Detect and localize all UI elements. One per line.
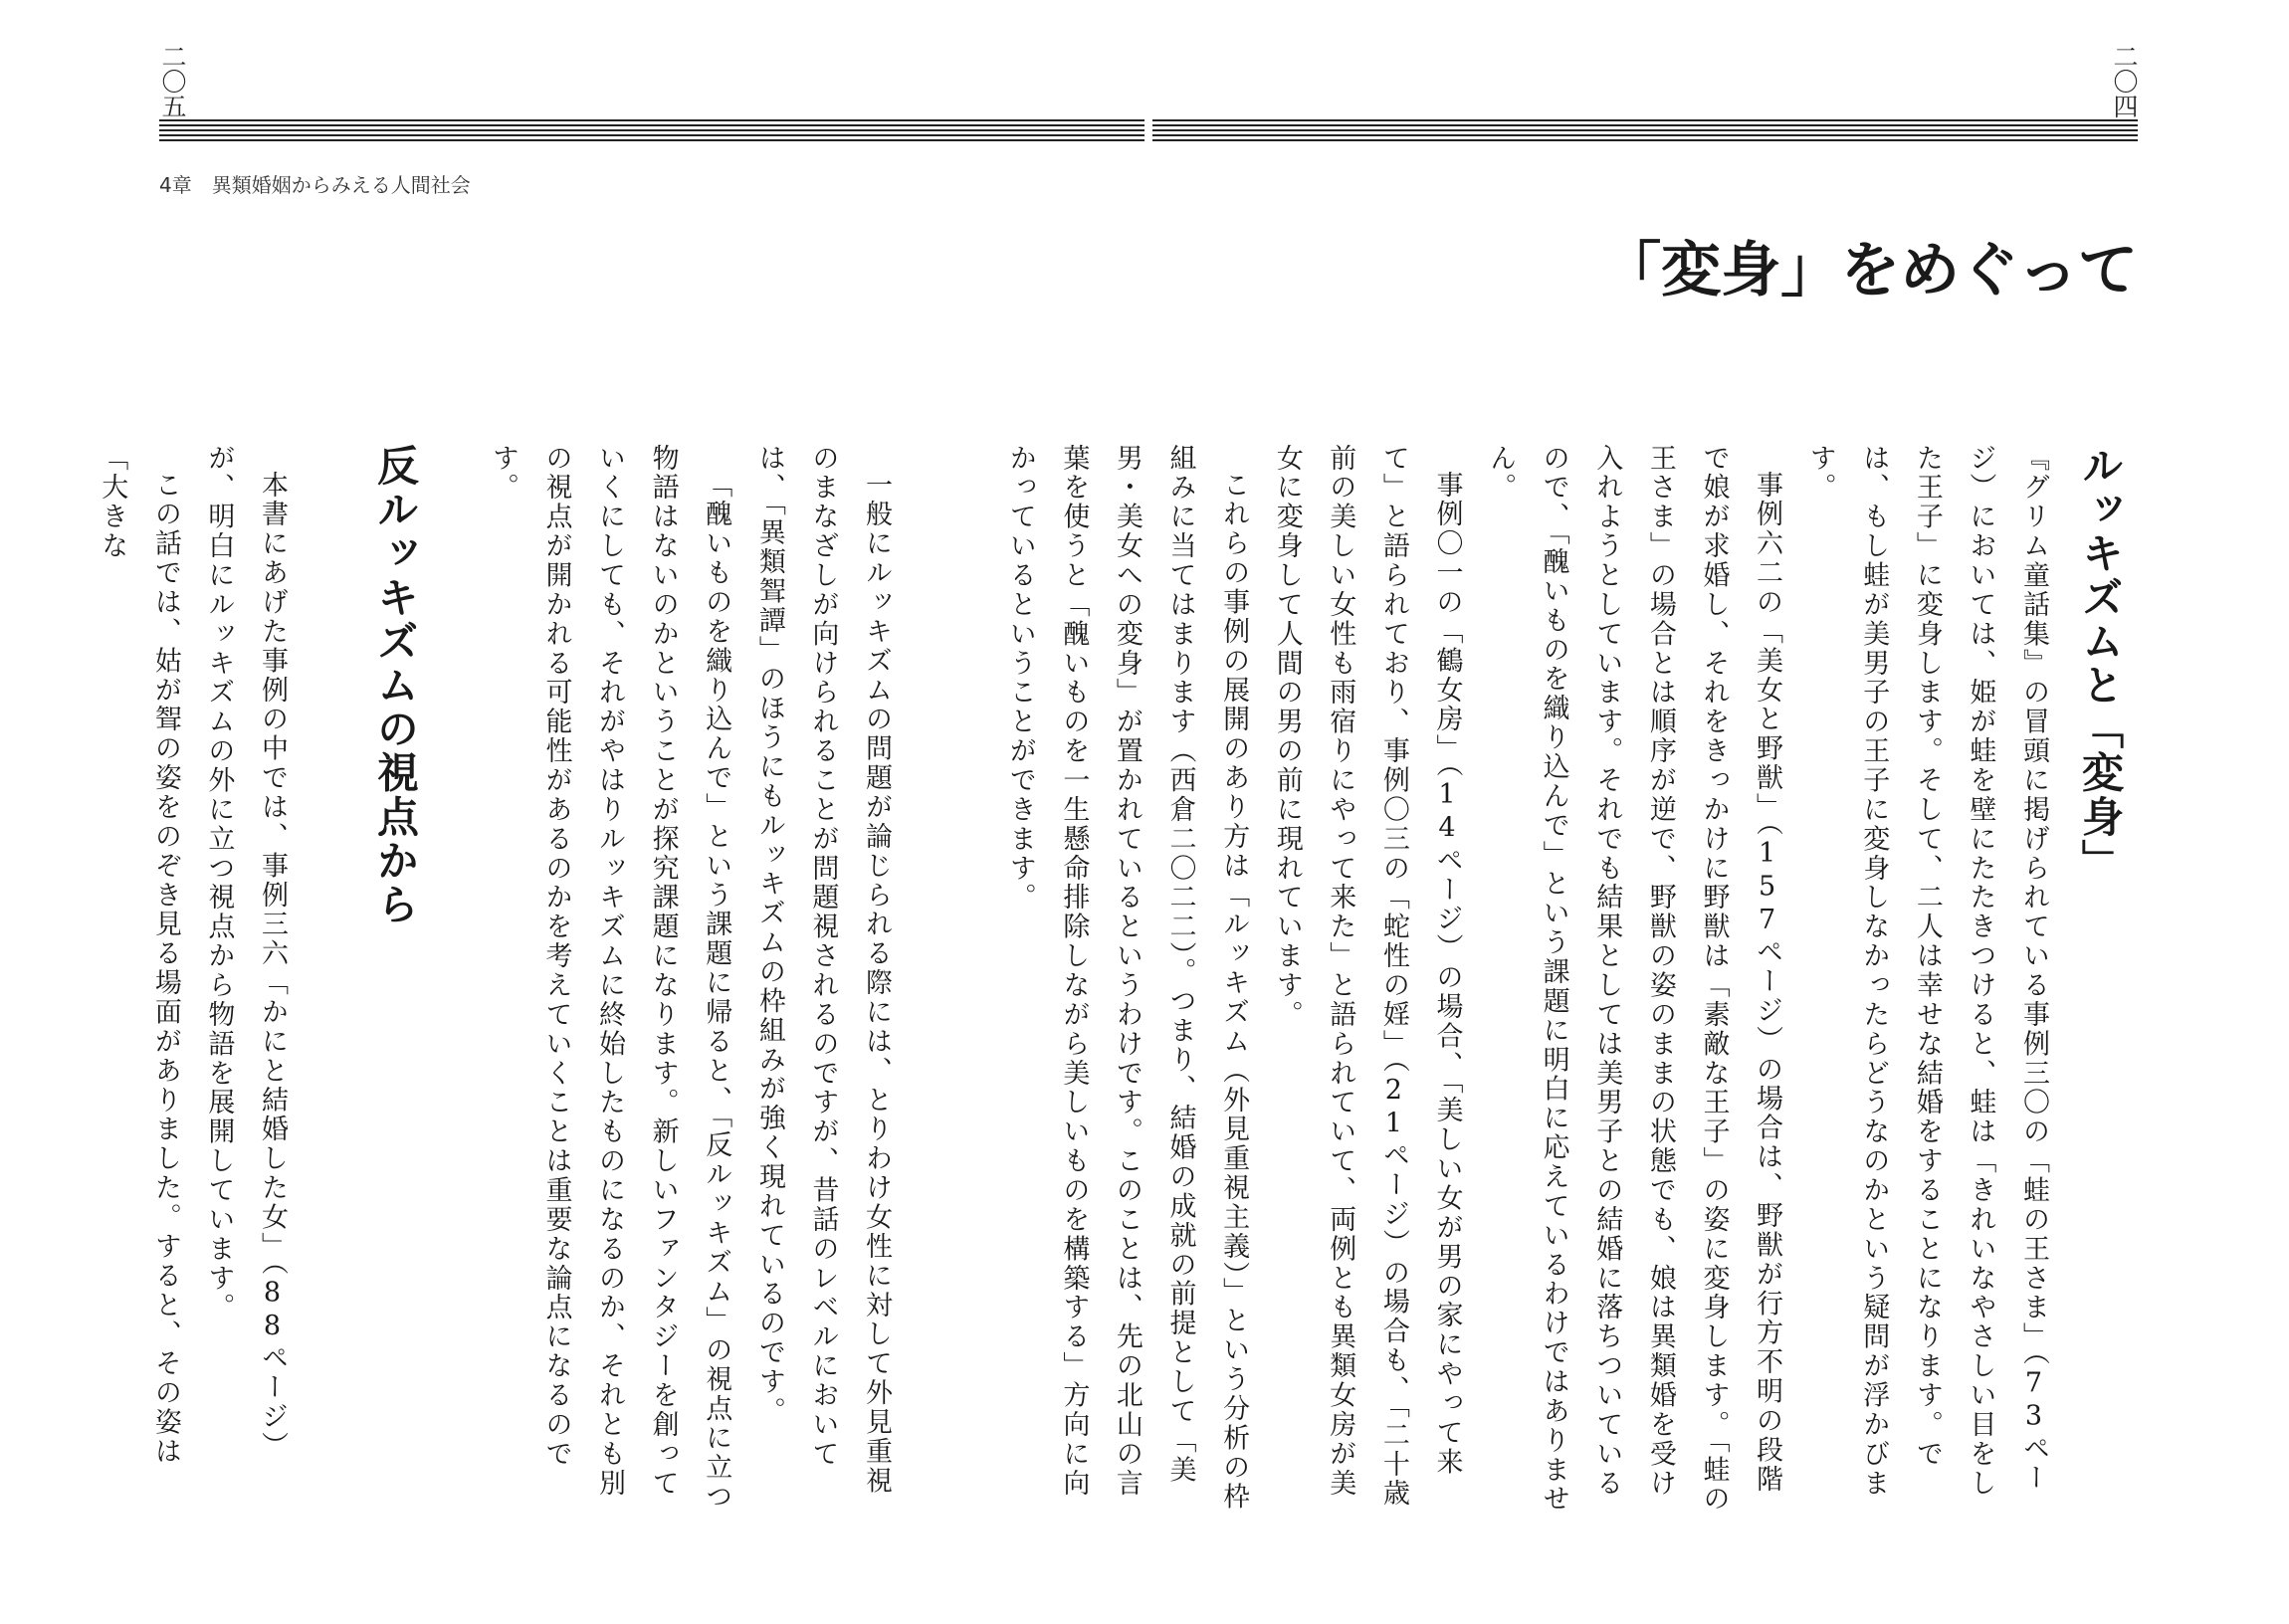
body-text-left-page: [97, 444, 299, 1519]
page-title: 「変身」をめぐって: [1601, 236, 2138, 305]
body-text-right-page: [1004, 444, 2060, 1519]
page-number-right: 二〇四: [2110, 44, 2139, 118]
paragraph: 一般にルッキズムの問題が論じられる際には、とりわけ女性に対して外見重視のまなざしが向けられることが問題視されるのですが、昔話のレベルにおいては、「異類聟譚」のほうにもルッキズムの枠組みが強く現れているのです。: [753, 444, 892, 1497]
header-rule-left: [159, 119, 1144, 141]
paragraph: この話では、姑が聟の姿をのぞき見る場面がありました。すると、その姿は「大きな: [97, 444, 181, 1467]
chapter-label: 4章 異類婚姻からみえる人間社会: [159, 173, 471, 197]
body-text-left-page-top: [485, 444, 903, 1519]
section-heading-lookism: ルッキズムと「変身」: [2076, 444, 2125, 883]
paragraph: 「醜いものを織り込んで」という課題に帰ると、「反ルッキズム」の視点に立つ物語はないのかということが探究課題になります。新しいファンタジーを創っていくにしても、それがやはりルッキズムに終始したものになるのか、それとも別の視点が開かれる可能性があるのかを考えていくことは重要な論点になるのです。: [487, 444, 732, 1512]
paragraph: 事例〇一の「鶴女房」（14ページ）の場合、「美しい女が男の家にやって来て」と語られており、事例〇三の「蛇性の婬」（21ページ）の場合も、「二十歳前の美しい女性も雨宿りにやって来た」と語られていて、両例とも異類女房が美女に変身して人間の男の前に現れています。: [1271, 444, 1463, 1509]
paragraph: 『グリム童話集』の冒頭に掲げられている事例三〇の「蛙の王さま」（73ページ）においては、姫が蛙を壁にたたきつけると、蛙は「きれいなやさしい目をした王子」に変身します。そして、二人は幸せな結婚をすることになります。では、もし蛙が美男子の王子に変身しなかったらどうなのかという疑問が浮かびます。: [1804, 444, 2049, 1499]
paragraph: これらの事例の展開のあり方は「ルッキズム（外見重視主義）」という分析の枠組みに当てはまります（西倉二〇二二）。つまり、結婚の成就の前提として「美男・美女への変身」が置かれているというわけです。このことは、先の北山の言葉を使うと「醜いものを一生懸命排除しながら美しいものを構築する」方向に向かっているということができます。: [1004, 444, 1250, 1512]
page-number-left: 二〇五: [158, 44, 187, 118]
header-rule-right: [1152, 119, 2138, 141]
paragraph: 本書にあげた事例の中では、事例三六「かにと結婚した女」（88ページ）が、明白にルッキズムの外に立つ視点から物語を展開しています。: [203, 444, 288, 1462]
paragraph: 事例六二の「美女と野獣」（157ページ）の場合は、野獣が行方不明の段階で娘が求婚し、それをきっかけに野獣は「素敵な王子」の姿に変身します。「蛙の王さま」の場合とは順序が逆で、野獣の姿のままの状態でも、娘は異類婚を受け入れようとしています。それでも結果としては美男子との結婚に落ちついているので、「醜いものを織り込んで」という課題に明白に応えているわけではありません。: [1485, 444, 1783, 1515]
section-heading-anti-lookism: 反ルッキズムの視点から: [371, 444, 420, 927]
